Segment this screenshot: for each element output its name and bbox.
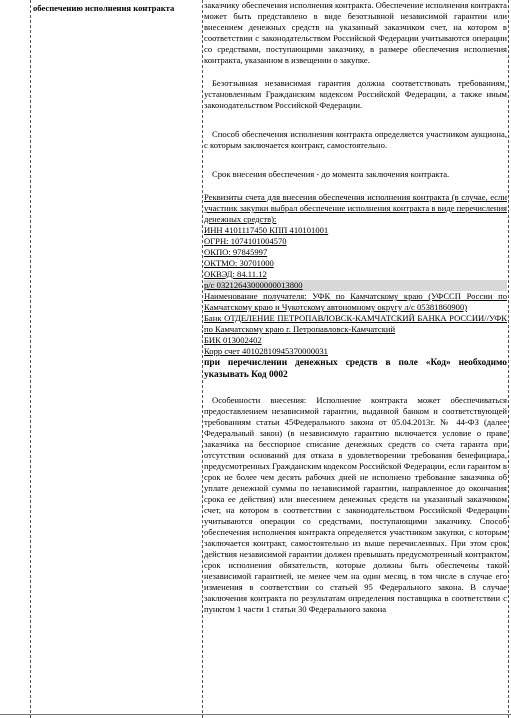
paragraph-features: Особенности внесения: Исполнение контракта может обеспечиваться предоставлением независимой гарантии, выданной банком и соответствующей требованиям статьи 45Федерального закона от 05.04.2013г. № 44-ФЗ (далее Федеральный закон) (в независимую гарантию включается условие о праве заказчика на бесспорное списание денежных средств со счета гаранта при отсутствии оснований для отказа в удовлетворении требования бенефициара, предусмотренных Гражданским кодексом Российской Федерации, если гарантом в срок не более чем десять рабочих дней не исполнено требование заказчика об уплате денежной суммы по независимой гарантии, направленное до окончания срока ее действия) или внесением денежных средств на указанный заказчиком счет, на котором в соответствии с законодательством Российской Федерации учитываются операции со средствами, поступающими заказчику. Способ обеспечения исполнения контракта определяется участником закупки, с которым заключается контракт, самостоятельно из выше перечисленных. При этом срок действия независимой гарантии должен превышать предусмотренный контрактом срок исполнения обязательств, которые должны быть обеспечены такой независимой гарантией, не менее чем на один месяц, в том числе в случае его изменения в соответствии со статьей 95 Федерального закона. В случае заключения контракта по результатам определения поставщика в соответствии с пунктом 1 части 1 статьи 30 Федерального закона — [204, 395, 507, 614]
requisite-recipient: Наименование получателя: УФК по Камчатскому краю (УФССП России по Камчатскому краю и Чукотскому автономному округу л/с 05381860900) — [204, 291, 507, 312]
table-border-left — [30, 0, 31, 718]
requisite-account: р/с 03212643000000013800 — [204, 280, 507, 291]
table-border-right — [508, 0, 509, 718]
paragraph-security-intro: заказчику обеспечения исполнения контракта. Обеспечение исполнения контракта может быть представлено в виде безотзывной независимой гарантии или внесением денежных средств на указанный заказчиком счет, на котором в соответствии с законодательством Российской Федерации учитываются операции со средствами, поступающими заказчику, в размере обеспечения исполнения контракта, указанном в извещении о закупке. — [204, 0, 507, 65]
requisites-title: Реквизиты счета для внесения обеспечения исполнения контракта (в случае, если участник закупки выбрал обеспечение исполнения контракта в виде перечисления денежных средств): — [204, 192, 507, 224]
paragraph-method: Способ обеспечения исполнения контракта определяется участником аукциона, с которым заключается контракт, самостоятельно. — [204, 129, 507, 150]
payment-code-note: при перечислении денежных средств в поле «Код» необходимо указывать Код 0002 — [204, 358, 507, 380]
requisite-inn: ИНН 4101117450 КПП 410101001 — [204, 225, 329, 235]
paragraph-deadline: Срок внесения обеспечения - до момента заключения контракта. — [212, 169, 450, 179]
requisite-okved: ОКВЭД: 84.11.12 — [204, 269, 267, 279]
requisite-oktmo: ОКТМО: 30701000 — [204, 258, 274, 268]
requisite-corr-account: Корр счет 40102810945370000031 — [204, 346, 328, 356]
requisite-okpo: ОКПО: 97845997 — [204, 247, 268, 257]
content-column — [204, 0, 507, 615]
paragraph-guarantee: Безотзывная независимая гарантия должна соответствовать требованиям, установленным Гражданским кодексом Российской Федерации, а также иным законодательством Российской Федерации. — [204, 78, 507, 110]
table-border-middle — [202, 0, 203, 718]
requisite-bank: Банк ОТДЕЛЕНИЕ ПЕТРОПАВЛОВСК-КАМЧАТСКИЙ БАНКА РОССИИ//УФК по Камчатскому краю г. Петропавловск-Камчатский — [204, 313, 507, 334]
row-label: обеспечению исполнения контракта — [33, 3, 175, 13]
requisite-bik: БИК 013002402 — [204, 335, 262, 345]
table-border-bottom — [0, 714, 511, 715]
requisite-ogrn: ОГРН: 1074101004570 — [204, 236, 287, 246]
